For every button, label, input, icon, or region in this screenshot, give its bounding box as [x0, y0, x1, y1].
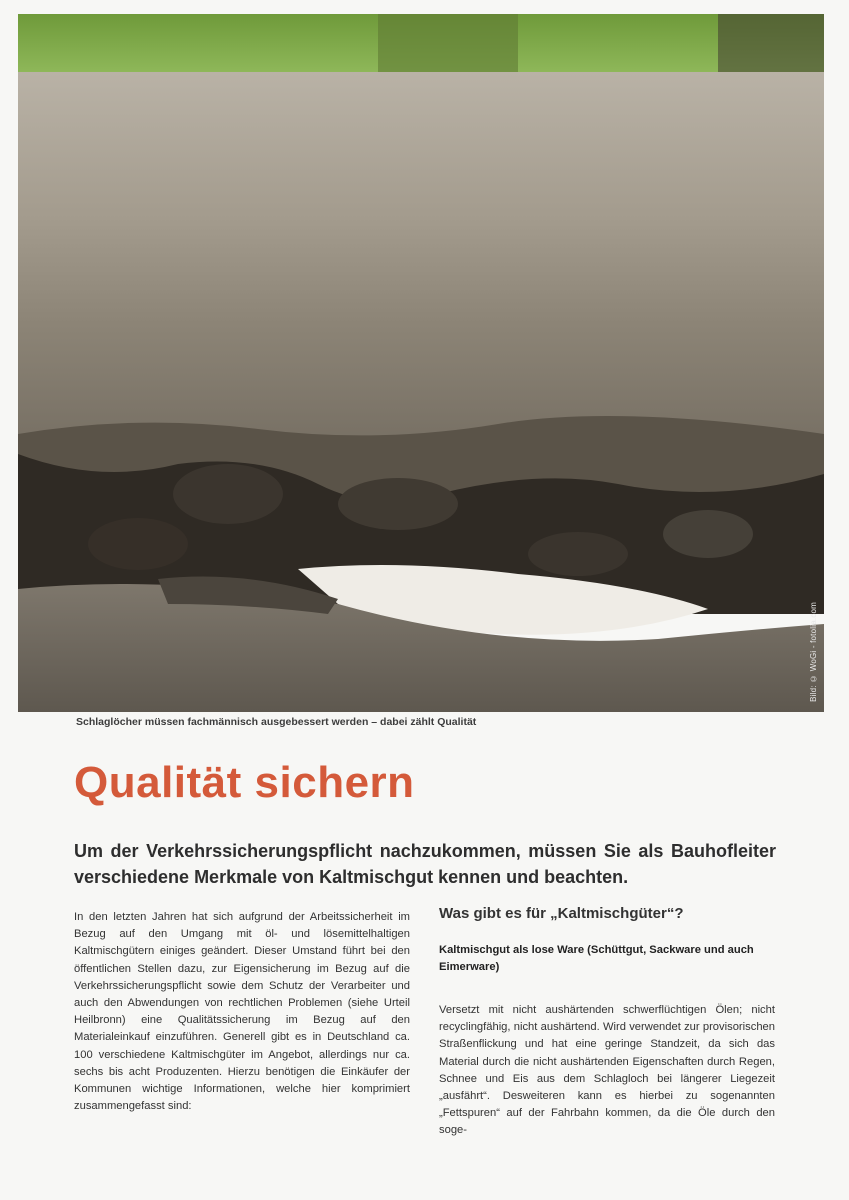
body-left-column: In den letzten Jahren hat sich aufgrund der Arbeitssicherheit im Bezug auf den Umgang mit öl- und lösemittelhaltigen Kaltmischgütern einiges geändert. Dieser Umstand führt bei den öffentlichen Stellen dazu, zur Eigensicherung im Bezug auf die Verkehrssicherungspflicht sowie dem Schutz der Verarbeiter und auch den Abwendungen von rechtlichen Problemen (siehe Urteil Heilbronn) eine Qualitätssicherung im Bezug auf den Materialeinkauf einzuführen. Generell gibt es in Deutschland ca. 100 verschiedene Kaltmischgüter im Angebot, allerdings nur ca. sechs bis acht Produzenten. Hierzu benötigen die Einkäufer der Kommunen wichtige Informationen, welche hier komprimiert zusammengefasst sind: — [74, 911, 410, 1113]
body-right-column — [439, 905, 775, 1140]
article-headline: Qualität sichern — [74, 758, 415, 807]
photo-credit: Bild: © WoGi - fotolia.com — [809, 602, 818, 702]
pothole-photo — [18, 14, 824, 712]
section-text: Versetzt mit nicht aushärtenden schwerflüchtigen Ölen; nicht recyclingfähig, nicht aushärtend. Wird verwendet zur provisorischen Straßenflickung und hat eine geringe Standzeit, da sich das Material durch die nicht aushärtenden Eigenschaften durch Regen, Schnee und Eis aus dem Schlagloch bei längerer Liegezeit „ausfährt“. Desweiteren kann es hierbei zu sogenannten „Fettspuren“ auf der Fahrbahn kommen, da die Öle durch den soge- — [439, 1004, 775, 1137]
pothole-image — [18, 14, 824, 712]
photo-caption: Schlaglöcher müssen fachmännisch ausgebessert werden – dabei zählt Qualität — [76, 716, 477, 728]
section-heading: Was gibt es für „Kaltmischgüter“? — [439, 905, 684, 922]
section-subheading: Kaltmischgut als lose Ware (Schüttgut, Sackware und auch Eimerware) — [439, 944, 754, 973]
article-lead: Um der Verkehrssicherungspflicht nachzukommen, müssen Sie als Bauhofleiter verschiedene Merkmale von Kaltmischgut kennen und beachten. — [74, 841, 776, 887]
